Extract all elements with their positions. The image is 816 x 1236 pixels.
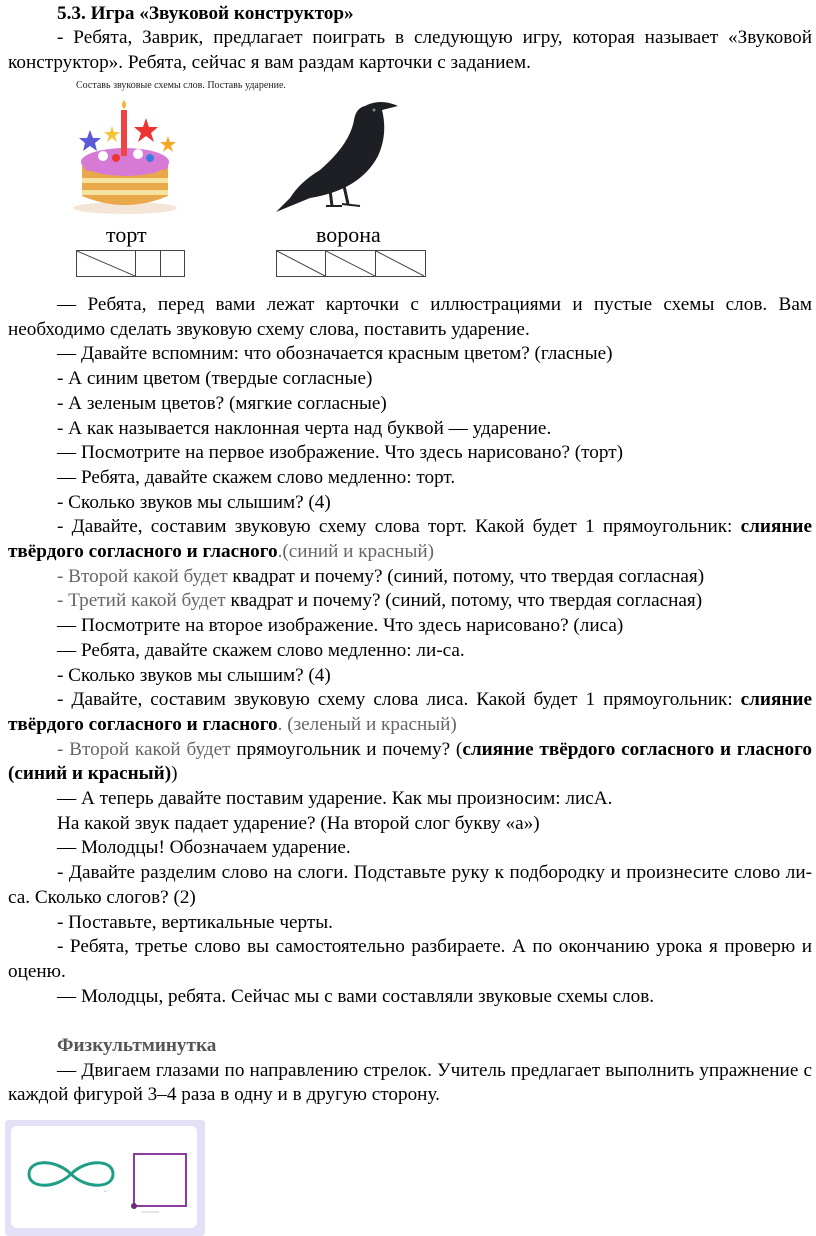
lesson-dialogue [8,293,812,1108]
text-line: - Сколько звуков мы слышим? (4) [57,491,331,513]
bold-text: слияние твёрдого согласного и гласного (синий и красный) [8,738,812,785]
sound-scheme-tort [76,250,185,277]
text-line: — А теперь давайте поставим ударение. Как мы произносим: лисА. [57,788,613,810]
text-line: — Молодцы, ребята. Сейчас мы с вами составляли звуковые схемы слов. [57,985,655,1007]
sound-scheme-vorona [276,250,426,277]
card-caption: Составь звуковые схемы слов. Поставь ударение. [76,80,286,91]
text: - Давайте, составим звуковую схему слова торт. Какой будет 1 прямоугольник: [57,516,741,538]
square-arrow-icon [129,1150,191,1216]
intro-paragraph: - Ребята, Заврик, предлагает поиграть в следующую игру, которая называет «Звуковой конструктор». Ребята, сейчас я вам раздам карточки с заданием. [8,27,812,73]
gray-text: - Второй какой будет [57,738,237,760]
text-line: — Посмотрите на второе изображение. Что здесь нарисовано? (лиса) [57,615,624,637]
text-line: — Ребята, давайте скажем слово медленно: ли-са. [57,639,465,661]
text-line: - Поставьте, вертикальные черты. [57,911,333,933]
eye-exercise-figure [5,1120,205,1236]
text-line [8,515,812,564]
text: квадрат и почему? (синий, потому, что твердая согласная) [232,565,705,587]
text-line: — Давайте вспомним: что обозначается красным цветом? (гласные) [57,343,613,365]
crow-illustration [270,94,410,216]
gray-text: - Третий какой будет [57,590,231,612]
text-line [8,738,812,787]
word-label-tort: торт [106,222,147,247]
svg-text:→: → [41,1158,47,1164]
text-line: - А как называется наклонная черта над буквой — ударение. [57,417,552,439]
text-line: - А зеленым цветов? (мягкие согласные) [57,392,387,414]
word-label-vorona: ворона [316,222,381,247]
task-card-image [64,76,436,282]
text-line: - Ребята, третье слово вы самостоятельно разбираете. А по окончанию урока я проверю и оценю. [8,936,812,982]
text-line [8,589,812,614]
text: квадрат и почему? (синий, потому, что твердая согласная) [230,590,703,612]
gray-text: - Второй какой будет [57,565,233,587]
fizminutka-title [8,1034,812,1059]
svg-text:←: ← [103,1188,109,1194]
text: ) [171,763,178,785]
text-line [8,688,812,737]
fizminutka-title-text: Физкультминутка [57,1035,217,1057]
text-line: — Молодцы! Обозначаем ударение. [57,837,351,859]
infinity-arrow-icon [21,1154,121,1194]
text-line: — Посмотрите на первое изображение. Что здесь нарисовано? (торт) [57,442,624,464]
fizminutka-text: — Двигаем глазами по направлению стрелок. Учитель предлагает выполнить упражнение с каждой фигурой 3–4 раза в одну и в другую сторону. [8,1059,812,1106]
text-line: — Ребята, перед вами лежат карточки с иллюстрациями и пустые схемы слов. Вам необходимо сделать звуковую схему слова, поставить ударение. [8,294,812,340]
bold-text: слияние твёрдого согласного и гласного [8,516,812,563]
bold-text: слияние твёрдого согласного и гласного [8,689,812,735]
text-line [8,565,812,590]
text: - Давайте, составим звуковую схему слова лиса. Какой будет 1 прямоугольник: [57,689,741,711]
text-line: - А синим цветом (твердые согласные) [57,368,373,390]
text-line: На какой звук падает ударение? (На второй слог букву «а») [57,812,540,834]
text-line: - Сколько звуков мы слышим? (4) [57,664,331,686]
cake-illustration [68,96,183,216]
answer-text: .(синий и красный) [277,541,434,563]
text-line: — Ребята, давайте скажем слово медленно: торт. [57,466,456,488]
text: прямоугольник и почему? ( [236,738,463,760]
text-line: - Давайте разделим слово на слоги. Подставьте руку к подбородку и произнесите слово ли-са. Сколько слогов? (2) [8,862,812,908]
section-heading: 5.3. Игра «Звуковой конструктор» [57,3,354,24]
answer-text: . (зеленый и красный) [277,713,457,735]
